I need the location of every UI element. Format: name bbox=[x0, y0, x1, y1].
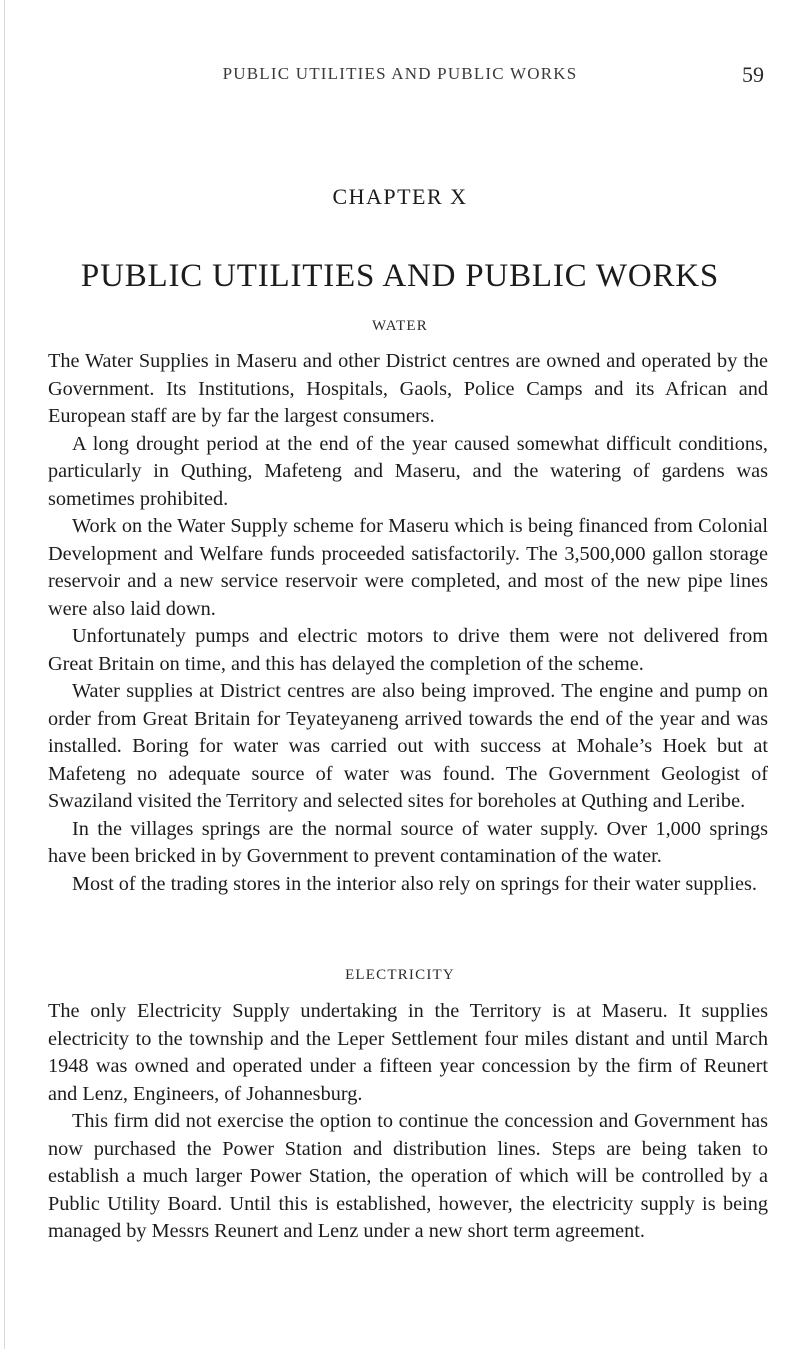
paragraph: A long drought period at the end of the year caused somewhat difficult conditions, particularly in Quthing, Mafeteng and Maseru, and the watering of gardens was sometimes prohibited. bbox=[48, 432, 768, 510]
paragraph: This firm did not exercise the option to continue the concession and Government has now purchased the Power Station and distribution lines. Steps are being taken to establish a much larger Power Station, the operation of which will be controlled by a Public Utility Board. Until this is established, however, the electricity supply is being managed by Messrs Reunert and Lenz under a new short term agreement. bbox=[48, 1110, 768, 1242]
running-header bbox=[0, 62, 800, 92]
paragraph: Unfortunately pumps and electric motors to drive them were not delivered from Great Britain on time, and this has delayed the completion of the scheme. bbox=[48, 625, 768, 675]
paragraph: In the villages springs are the normal source of water supply. Over 1,000 springs have been bricked in by Government to prevent contamination of the water. bbox=[48, 817, 768, 867]
section-body-electricity bbox=[48, 998, 768, 1246]
paragraph: Work on the Water Supply scheme for Maseru which is being financed from Colonial Development and Welfare funds proceeded satisfactorily. The 3,500,000 gallon storage reservoir and a new service reservoir were completed, and most of the new pipe lines were also laid down. bbox=[48, 515, 768, 620]
page-number: 59 bbox=[742, 62, 764, 87]
paragraph: The Water Supplies in Maseru and other District centres are owned and operated by the Government. Its Institutions, Hospitals, Gaols, Police Camps and its African and European staff are by far the largest consumers. bbox=[48, 350, 768, 427]
section-body-water bbox=[48, 348, 768, 898]
chapter-label: CHAPTER X bbox=[332, 184, 468, 209]
chapter-title: PUBLIC UTILITIES AND PUBLIC WORKS bbox=[80, 258, 720, 294]
section-heading-electricity: ELECTRICITY bbox=[345, 967, 455, 983]
running-title: PUBLIC UTILITIES AND PUBLIC WORKS bbox=[222, 64, 578, 83]
paragraph: The only Electricity Supply undertaking in the Territory is at Maseru. It supplies electricity to the township and the Leper Settlement four miles distant and until March 1948 was owned and operated under a fifteen year concession by the firm of Reunert and Lenz, Engineers, of Johannesburg. bbox=[48, 1000, 768, 1105]
paragraph: Water supplies at District centres are also being improved. The engine and pump on order from Great Britain for Teyateyaneng arrived towards the end of the year and was installed. Boring for water was carried out with success at Mohale’s Hoek but at Mafeteng no adequate source of water was found. The Government Geologist of Swaziland visited the Territory and selected sites for boreholes at Quthing and Leribe. bbox=[48, 680, 768, 812]
section-heading-water: WATER bbox=[372, 318, 428, 334]
paragraph: Most of the trading stores in the interior also rely on springs for their water supplies. bbox=[72, 872, 757, 895]
